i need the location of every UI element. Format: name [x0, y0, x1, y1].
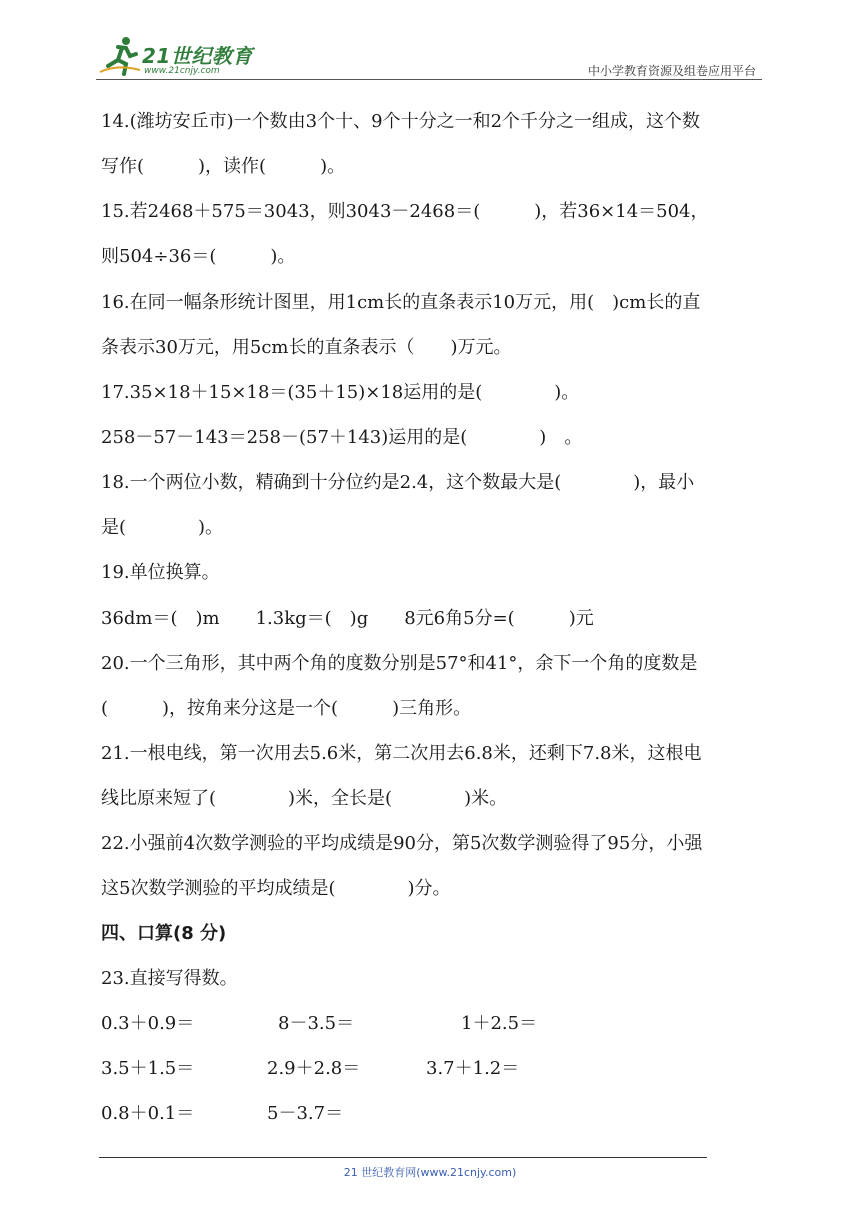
calc-item: 8－3.5＝ — [278, 1013, 355, 1034]
question-line: 16.在同一幅条形统计图里，用1cm长的直条表示10万元，用( )cm长的直 — [101, 292, 701, 313]
question-line: 22.小强前4次数学测验的平均成绩是90分，第5次数学测验得了95分，小强 — [101, 833, 703, 854]
question-line: 21.一根电线，第一次用去5.6米，第二次用去6.8米，还剩下7.8米，这根电 — [101, 743, 702, 764]
section-title: 四、口算(8 分) — [101, 923, 227, 944]
question-line: 15.若2468＋575＝3043，则3043－2468＝( )，若36×14＝504， — [101, 201, 709, 222]
question-line: 14.(潍坊安丘市)一个数由3个十、9个十分之一和2个千分之一组成，这个数 — [101, 111, 701, 132]
question-line: 写作( )，读作( )。 — [101, 156, 346, 177]
question-line: 20.一个三角形，其中两个角的度数分别是57°和41°，余下一个角的度数是 — [101, 653, 698, 674]
logo — [96, 34, 142, 78]
question-line: 是( )。 — [101, 517, 224, 538]
header-divider — [96, 79, 762, 80]
header-platform-text: 中小学教育资源及组卷应用平台 — [587, 64, 756, 78]
question-line: 36dm＝( )m 1.3kg＝( )g 8元6角5分=( )元 — [101, 608, 594, 629]
question-line: 则504÷36＝( )。 — [101, 246, 296, 267]
page-header — [96, 34, 760, 80]
question-line: 19.单位换算。 — [101, 562, 220, 583]
calc-item: 3.7＋1.2＝ — [426, 1058, 520, 1079]
calc-item: 0.3＋0.9＝ — [101, 1013, 195, 1034]
calc-item: 1＋2.5＝ — [461, 1013, 538, 1034]
calc-item: 0.8＋0.1＝ — [101, 1103, 195, 1124]
calc-item: 5－3.7＝ — [267, 1103, 344, 1124]
footer-divider — [99, 1157, 707, 1158]
question-line: 线比原来短了( )米，全长是( )米。 — [101, 788, 508, 809]
question-line: 这5次数学测验的平均成绩是( )分。 — [101, 878, 451, 899]
question-line: 258－57－143＝258－(57＋143)运用的是( ) 。 — [101, 427, 583, 448]
footer-text[interactable]: 21 世纪教育网(www.21cnjy.com) — [343, 1166, 517, 1179]
question-line: 17.35×18＋15×18＝(35＋15)×18运用的是( )。 — [101, 382, 580, 403]
question-line: 条表示30万元，用5cm长的直条表示（ )万元。 — [101, 337, 512, 358]
question-line: ( )，按角来分这是一个( )三角形。 — [101, 698, 472, 719]
logo-url: www.21cnjy.com — [144, 66, 220, 76]
runner-logo-icon — [96, 34, 142, 78]
question-prompt: 23.直接写得数。 — [101, 968, 238, 989]
question-line: 18.一个两位小数，精确到十分位约是2.4，这个数最大是( )，最小 — [101, 472, 695, 493]
calc-item: 3.5＋1.5＝ — [101, 1058, 195, 1079]
logo-text: 21世纪教育 — [142, 44, 253, 68]
calc-item: 2.9＋2.8＝ — [267, 1058, 361, 1079]
